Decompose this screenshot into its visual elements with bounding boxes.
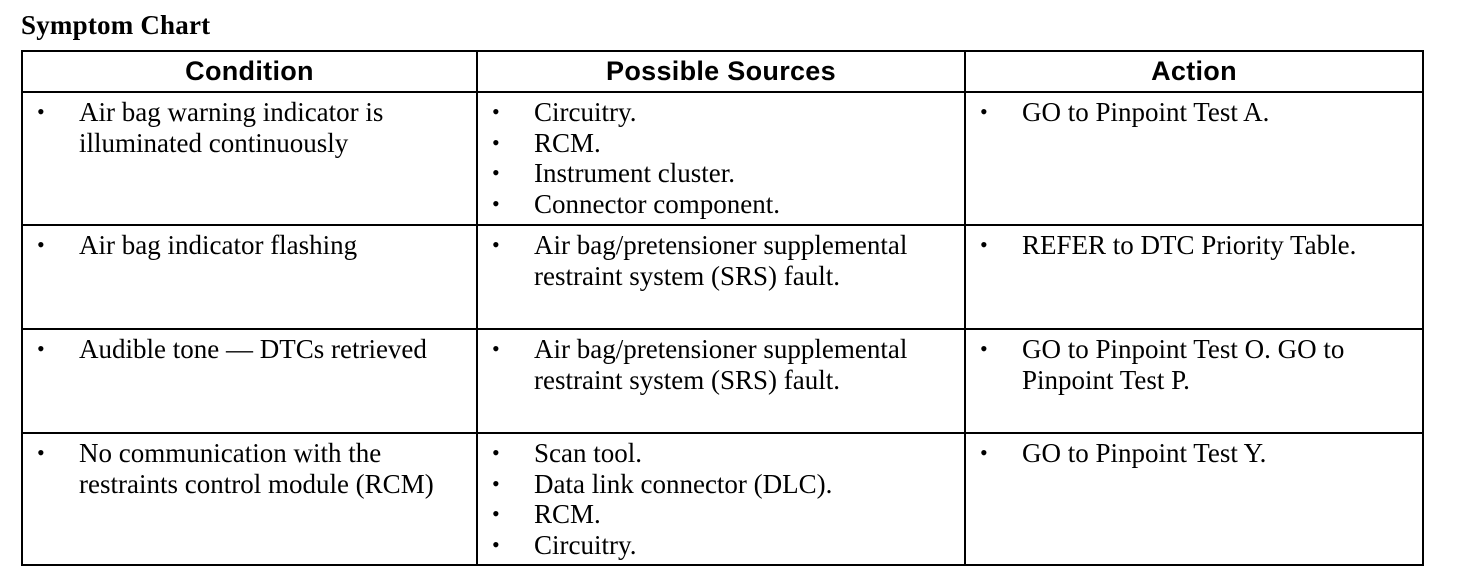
source-item: • Air bag/pretensioner supplemental restraint system (SRS) fault. (478, 230, 964, 291)
condition-item: • Air bag indicator flashing (23, 230, 476, 261)
source-item: • Connector component. (478, 189, 964, 220)
table-header-row (22, 51, 1423, 92)
condition-cell (22, 225, 477, 329)
condition-item: • Air bag warning indicator is illuminated continuously (23, 97, 476, 158)
source-item: • Scan tool. (478, 438, 964, 469)
condition-item: • Audible tone — DTCs retrieved (23, 334, 476, 365)
source-item: • RCM. (478, 128, 964, 159)
source-item: • Circuitry. (478, 530, 964, 561)
action-cell (965, 92, 1423, 225)
condition-item: • No communication with the restraints control module (RCM) (23, 438, 476, 499)
action-cell (965, 433, 1423, 565)
action-cell (965, 329, 1423, 433)
header-possible-sources: Possible Sources (477, 51, 965, 92)
action-item: • GO to Pinpoint Test O. GO to Pinpoint Test P. (966, 334, 1422, 395)
condition-cell (22, 433, 477, 565)
source-item: • Data link connector (DLC). (478, 469, 964, 500)
page-title: Symptom Chart (21, 10, 211, 40)
action-item: • GO to Pinpoint Test Y. (966, 438, 1422, 469)
header-action: Action (965, 51, 1423, 92)
table-row (22, 433, 1423, 565)
sources-cell (477, 329, 965, 433)
source-item: • Circuitry. (478, 97, 964, 128)
table-row (22, 329, 1423, 433)
symptom-chart-table (21, 50, 1424, 566)
source-item: • Air bag/pretensioner supplemental restraint system (SRS) fault. (478, 334, 964, 395)
source-item: • Instrument cluster. (478, 158, 964, 189)
action-item: • GO to Pinpoint Test A. (966, 97, 1422, 128)
sources-cell (477, 433, 965, 565)
table-row (22, 225, 1423, 329)
sources-cell (477, 225, 965, 329)
source-item: • RCM. (478, 499, 964, 530)
condition-cell (22, 329, 477, 433)
header-condition: Condition (22, 51, 477, 92)
action-item: • REFER to DTC Priority Table. (966, 230, 1422, 261)
action-cell (965, 225, 1423, 329)
condition-cell (22, 92, 477, 225)
table-row (22, 92, 1423, 225)
sources-cell (477, 92, 965, 225)
